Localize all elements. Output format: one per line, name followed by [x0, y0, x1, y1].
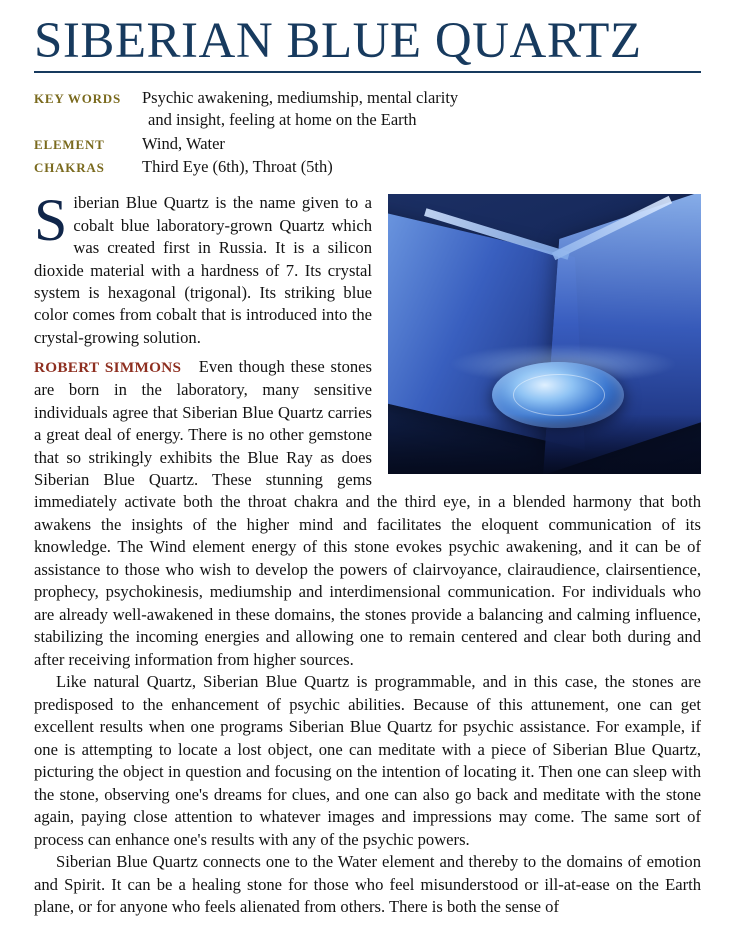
author-attribution: ROBERT SIMMONS: [34, 359, 182, 377]
photo-foreground-shadow: [388, 414, 701, 474]
meta-row-element: [34, 133, 701, 155]
meta-keywords-line1: Psychic awakening, mediumship, mental clarity: [142, 88, 459, 107]
title-divider: [34, 71, 701, 73]
meta-label-element: ELEMENT: [34, 136, 105, 152]
page-title: SIBERIAN BLUE QUARTZ: [34, 13, 642, 69]
meta-row-chakras: [34, 156, 701, 178]
meta-row-keywords: [34, 87, 701, 131]
intro-text: iberian Blue Quartz is the name given to a cobalt blue laboratory-grown Quartz which was created first in Russia. It is a silicon dioxide material with a hardness of 7. Its crystal system is hexagonal (trigonal). Its striking blue color comes from cobalt that is introduced into the crystal-growing solution.: [34, 193, 372, 347]
meta-value-element: Wind, Water: [142, 133, 225, 153]
paragraph-2: Like natural Quartz, Siberian Blue Quartz is programmable, and in this case, the stones are predisposed to the enhancement of psychic abilities. Because of this attunement, one can get excellent results when one programs Siberian Blue Quartz for psychic assistance. For example, if one is attempting to locate a lost object, one can meditate with a piece of Siberian Blue Quartz, picturing the object in question and focusing on the intention of locating it. Then one can sleep with the stone, observing one's dreams for clues, and one can also go back and meditate with the stone again, paying close attention to whatever images and impressions may come. The same sort of process can enhance one's results with any of the psychic powers.: [34, 672, 701, 849]
metadata-block: [34, 87, 701, 178]
meta-keywords-line2: and insight, feeling at home on the Earth: [148, 109, 417, 129]
meta-value-chakras: Third Eye (6th), Throat (5th): [142, 157, 333, 177]
meta-label-chakras: CHAKRAS: [34, 160, 105, 176]
drop-cap: S: [34, 187, 68, 254]
meta-value-keywords: [142, 87, 458, 131]
paragraph-1-text: Even though these stones are born in the laboratory, many sensitive individuals agree that Siberian Blue Quartz carries a great deal of energy. There is no other gemstone that so strikingly exhibits the Blue Ray as does Siberian Blue Quartz. These stunning gems immediately activate both the throat chakra and the third eye, in a blended harmony that both awakens the insights of the higher mind and facilitates the eloquent communication of its knowledge. The Wind element energy of this stone evokes psychic awakening, and it can be of assistance to those who wish to develop the powers of clairvoyance, clairaudience, clairsentience, prophecy, psychokinesis, mediumship and interdimensional communication. For individuals who are already well-awakened in these domains, the stones provide a balancing and calming influence, stabilizing the incoming energies and allowing one to remain centered and clear both during and after receiving information from higher sources.: [34, 357, 701, 669]
paragraph-3: Siberian Blue Quartz connects one to the Water element and thereby to the domains of emotion and Spirit. It can be a healing stone for those who feel misunderstood or ill-at-ease on the Earth plane, or for anyone who feels alienated from others. There is both the sense of: [34, 852, 701, 917]
meta-label-keywords: KEY WORDS: [34, 91, 122, 106]
siberian-blue-quartz-photo: [388, 194, 701, 474]
